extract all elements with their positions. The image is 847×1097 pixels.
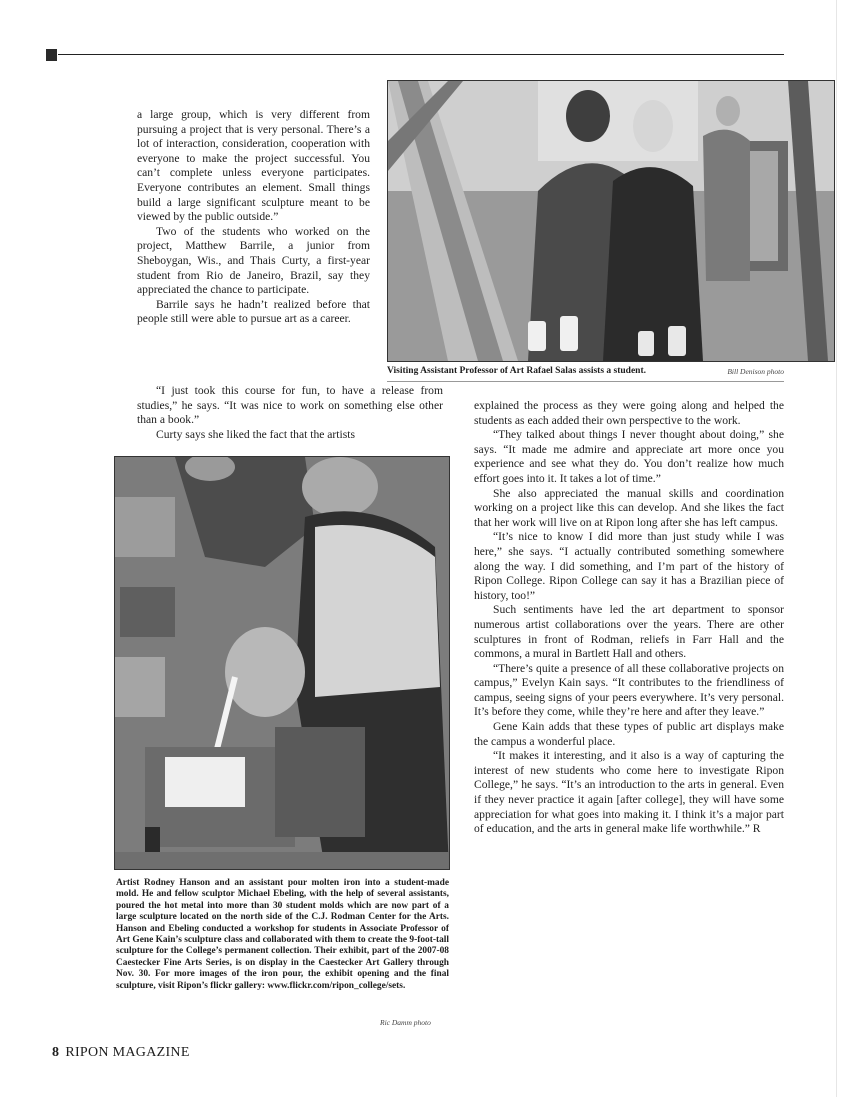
- bottom-photo-caption: Artist Rodney Hanson and an assistant pour molten iron into a student-made mold. He and fellow sculptor Michael Ebeling, with the help of several assistants, poured the hot metal into more than 30 student molds which are now part of a large sculpture located on the north side of the C.J. Rodman Center for the Arts. Hanson and Ebeling conducted a workshop for students in Associate Professor of Art Gene Kain’s sculpture class and collaborated with them to create the 9-foot-tall sculpture for the College’s permanent collection. Their exhibit, part of the 2007-08 Caestecker Fine Arts Series, is on display in the Caestecker Art Gallery through Nov. 30. For more images of the iron pour, the exhibit opening and the final sculpture, visit Ripon’s flickr gallery: www.flickr.com/ripon_college/sets.: [116, 878, 449, 991]
- photo-iron-pour-scene: [115, 457, 449, 869]
- right-paragraph-8: “It makes it interesting, and it also is a way of capturing the interest of new students who come here to investigate Ripon College,” he says. “It’s an introduction to the arts in general. Even if they never practice it again [after college], they will have some appreciation for what goes into making it. I think it’s a major part of education, and the arts in general make life worthwhile.” R: [474, 749, 784, 836]
- left-paragraph-3: Barrile says he hadn’t realized before that people still were able to pursue art as a career.: [137, 297, 370, 326]
- photo-professor-assists-student: [387, 80, 835, 362]
- right-paragraph-4: “It’s nice to know I did more than just study while I was here,” she says. “I actually contributed something somewhere along the way. I did something, and I’m part of the history of Ripon College. Ripon College can say it has a Brazilian piece of history, too!”: [474, 530, 784, 602]
- header-square-marker: [46, 49, 57, 61]
- left-paragraph-2: Two of the students who worked on the project, Matthew Barrile, a junior from Sheboygan, Wis., and Thais Curty, a first-year student from Rio de Janeiro, Brazil, say they appreciated the chance to participate.: [137, 224, 370, 297]
- page-footer: [52, 1045, 190, 1061]
- photo-iron-pour: [114, 456, 450, 870]
- right-paragraph-6: “There’s quite a presence of all these collaborative projects on campus,” Evelyn Kain says. “It contributes to the friendliness of campus, seeing signs of your peers everywhere. It’s very personal. It’s before they come, while they’re here and after they leave.”: [474, 661, 784, 719]
- left-column-wide: [137, 384, 443, 442]
- right-paragraph-5: Such sentiments have led the art department to sponsor numerous artist collaborations over the years. There are other sculptures in front of Rodman, reliefs in Farr Hall and the commons, a mural in Bartlett Hall and others.: [474, 603, 784, 661]
- left-paragraph-5: Curty says she liked the fact that the artists: [156, 427, 355, 441]
- right-column: [474, 399, 784, 837]
- top-photo-credit: Bill Denison photo: [727, 367, 784, 376]
- right-paragraph-7: Gene Kain adds that these types of public art displays make the campus a wonderful place.: [474, 720, 784, 748]
- header-rule: [58, 54, 784, 55]
- left-paragraph-4: “I just took this course for fun, to have a release from studies,” he says. “It was nice to work on something else other than a book.”: [137, 384, 443, 427]
- right-paragraph-1: explained the process as they were going along and helped the students as each added their own perspective to the work.: [474, 399, 784, 427]
- publication-name: RIPON MAGAZINE: [65, 1045, 190, 1060]
- page-edge: [836, 0, 837, 1097]
- left-column: [137, 108, 370, 327]
- photo-studio-scene: [388, 81, 834, 361]
- left-paragraph-1: a large group, which is very different from pursuing a project that is very personal. There’s a lot of interaction, consideration, cooperation with everyone to make the project successful. You can’t complete unless everyone participates. Everyone contributes an element. Small things build a large significant sculpture meant to be viewed by the public outside.”: [137, 108, 370, 224]
- right-paragraph-2: “They talked about things I never thought about doing,” she says. “It made me admire and appreciate art more once you experience and see what they do. You don’t realize how much effort goes into it. It takes a lot of time.”: [474, 428, 784, 485]
- page-number: 8: [52, 1045, 60, 1060]
- caption-rule: [387, 381, 784, 382]
- top-photo-caption-text: Visiting Assistant Professor of Art Rafael Salas assists a student.: [387, 366, 646, 376]
- top-photo-caption: [387, 366, 784, 376]
- right-paragraph-3: She also appreciated the manual skills and coordination working on a project like this can develop. And she likes the fact that her work will live on at Ripon long after she has left campus.: [474, 486, 784, 529]
- bottom-photo-credit: Ric Damm photo: [380, 1018, 431, 1027]
